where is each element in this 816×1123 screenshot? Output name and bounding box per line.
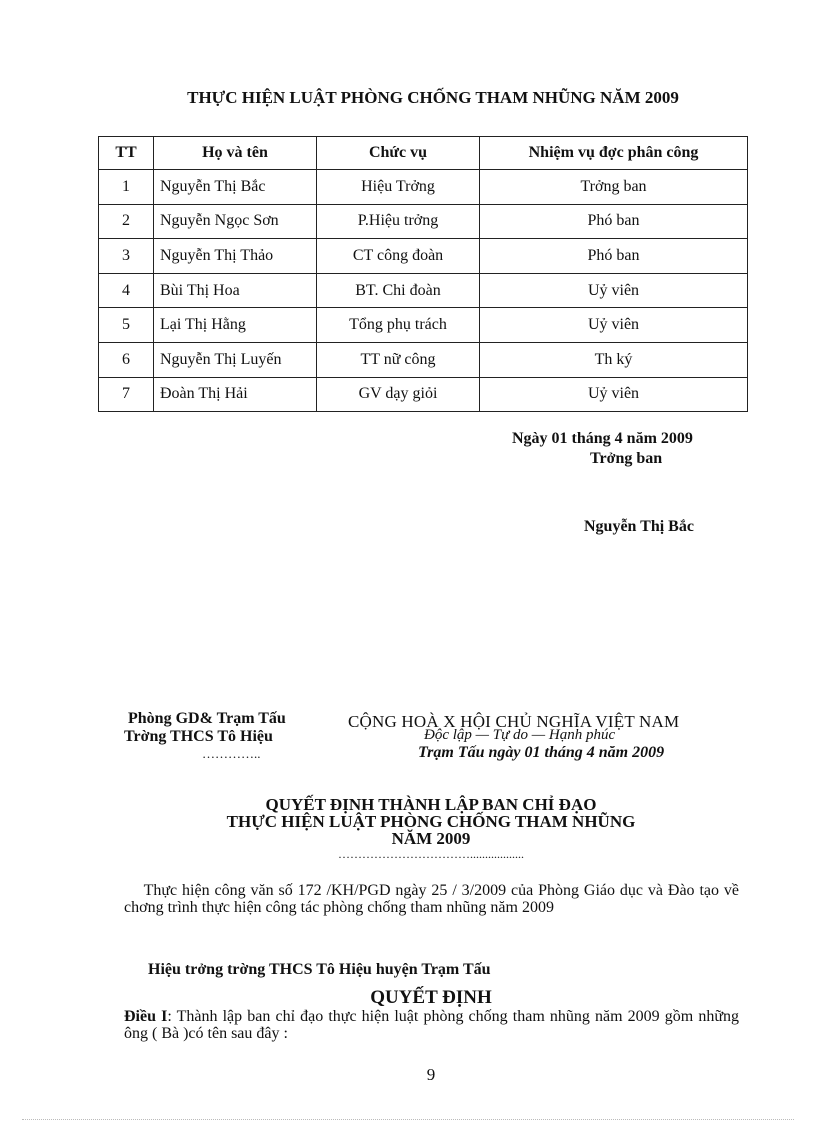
agency-name: Phòng GD& Trạm Tấu [128, 710, 286, 727]
member-position: Tổng phụ trách [317, 308, 480, 343]
member-task: Phó ban [480, 239, 748, 274]
row-number: 7 [99, 377, 154, 412]
article-1-label: Điều I [124, 1008, 168, 1025]
signature-title: Trởng ban [590, 450, 663, 467]
committee-table [98, 136, 748, 412]
member-task: Trởng ban [480, 170, 748, 205]
member-name: Nguyễn Thị Luyến [154, 342, 317, 377]
decision-title-line3: NĂM 2009 [391, 829, 471, 848]
member-position: TT nữ công [317, 342, 480, 377]
member-name: Nguyễn Thị Bắc [154, 170, 317, 205]
member-name: Đoàn Thị Hải [154, 377, 317, 412]
table-header-row [99, 137, 748, 170]
member-task: Th ký [480, 342, 748, 377]
preamble-text: Thực hiện công văn số 172 /KH/PGD ngày 25 / 3/2009 của Phòng Giáo dục và Đào tạo về chơng trình thực hiện công tác phòng chống tham nhũng năm 2009 [124, 882, 739, 916]
table-row [99, 239, 748, 274]
member-name: Lại Thị Hằng [154, 308, 317, 343]
member-position: BT. Chi đoàn [317, 273, 480, 308]
member-name: Bùi Thị Hoa [154, 273, 317, 308]
table-row [99, 170, 748, 205]
national-title: CỘNG HOÀ X HỘI CHỦ NGHĨA VIỆT NAM [348, 712, 680, 731]
member-name: Nguyễn Ngọc Sơn [154, 204, 317, 239]
member-task: Uỷ viên [480, 308, 748, 343]
table-row [99, 308, 748, 343]
authority-line: Hiệu trởng trờng THCS Tô Hiệu huyện Trạm Tấu [148, 961, 491, 978]
preamble-paragraph [124, 882, 739, 916]
place-date: Trạm Tấu ngày 01 tháng 4 năm 2009 [418, 744, 665, 761]
member-task: Phó ban [480, 204, 748, 239]
table-row [99, 204, 748, 239]
column-header-task: Nhiệm vụ đợc phân công [480, 137, 748, 170]
row-number: 1 [99, 170, 154, 205]
column-header-position: Chức vụ [317, 137, 480, 170]
member-task: Uỷ viên [480, 377, 748, 412]
article-1-text: : Thành lập ban chỉ đạo thực hiện luật phòng chống tham nhũng năm 2009 gồm những ông ( Bà )có tên sau đây : [124, 1008, 739, 1042]
page-number: 9 [426, 1065, 436, 1084]
row-number: 2 [99, 204, 154, 239]
decision-title-line1: QUYẾT ĐỊNH THÀNH LẬP BAN CHỈ ĐẠO [265, 795, 597, 814]
signature-name: Nguyễn Thị Bắc [584, 518, 694, 535]
member-position: GV dạy giỏi [317, 377, 480, 412]
row-number: 4 [99, 273, 154, 308]
decision-heading: QUYẾT ĐỊNH [370, 987, 492, 1008]
national-motto: Độc lập — Tự do — Hạnh phúc [424, 727, 616, 743]
member-position: CT công đoàn [317, 239, 480, 274]
member-position: P.Hiệu trởng [317, 204, 480, 239]
school-name: Trờng THCS Tô Hiệu [124, 728, 273, 745]
document-title: THỰC HIỆN LUẬT PHÒNG CHỐNG THAM NHŨNG NĂM 2009 [187, 88, 679, 107]
signature-date: Ngày 01 tháng 4 năm 2009 [512, 430, 693, 447]
row-number: 3 [99, 239, 154, 274]
title-divider-dots: …………………………….................. [338, 847, 524, 861]
footer-divider [22, 1119, 794, 1120]
article-1 [124, 1008, 739, 1042]
table-row [99, 273, 748, 308]
column-header-tt: TT [99, 137, 154, 170]
member-name: Nguyễn Thị Thảo [154, 239, 317, 274]
member-task: Uỷ viên [480, 273, 748, 308]
member-position: Hiệu Trởng [317, 170, 480, 205]
decision-title-line2: THỰC HIỆN LUẬT PHÒNG CHỐNG THAM NHŨNG [226, 812, 636, 831]
table-row [99, 377, 748, 412]
agency-dots: ………….. [202, 746, 261, 761]
row-number: 6 [99, 342, 154, 377]
table-row [99, 342, 748, 377]
column-header-name: Họ và tên [154, 137, 317, 170]
row-number: 5 [99, 308, 154, 343]
